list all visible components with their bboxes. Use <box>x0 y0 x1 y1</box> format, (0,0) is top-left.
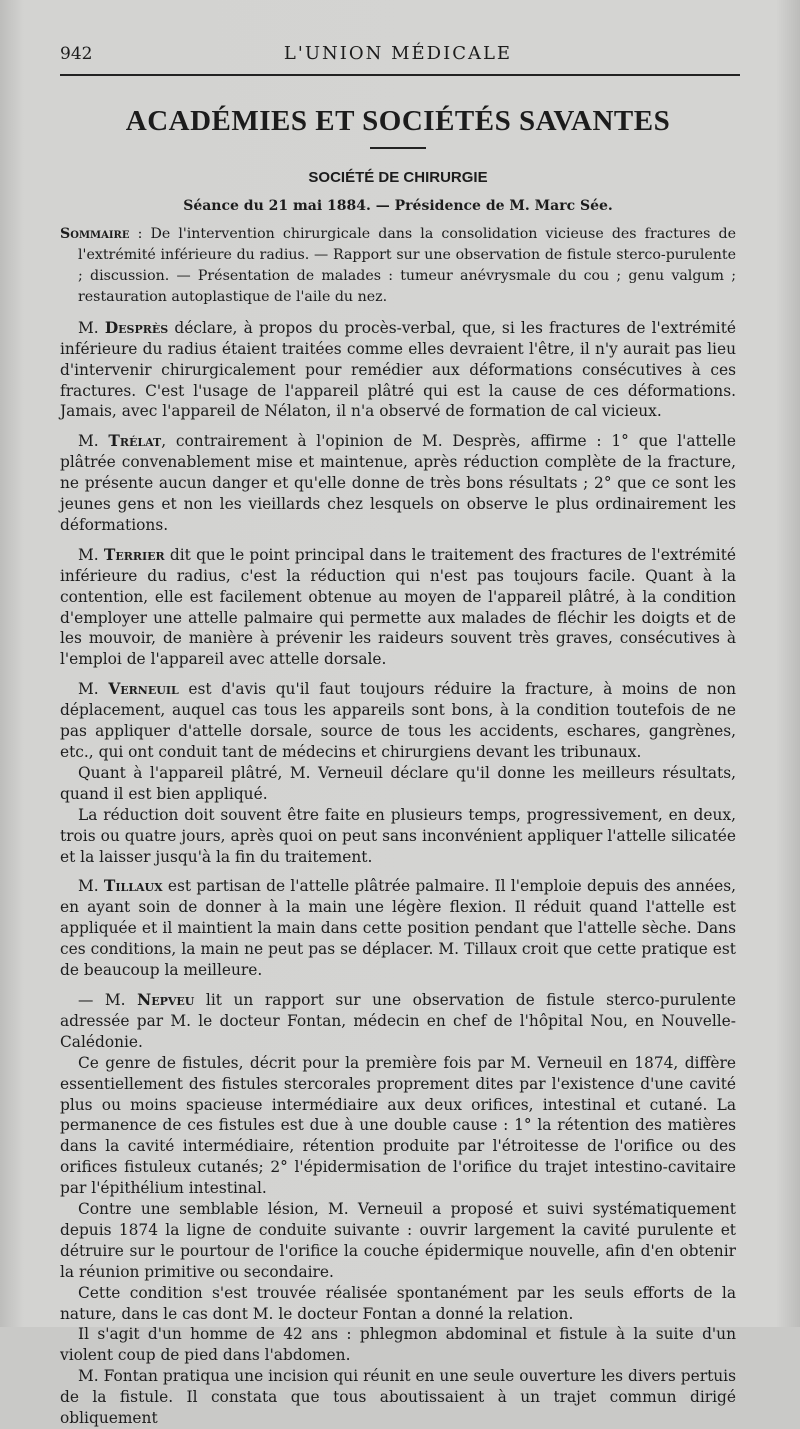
paragraph-text: dit que le point principal dans le traitement des fractures de l'extrémité inférieure du radius, c'est la réduction qui n'est pas toujours facile. Quant à la contention, elle est facilement obtenue au moyen de l'appareil plâtré, à la condition d'employer une attelle palmaire qui permette aux malades de fléchir les doigts et de les mouvoir, de manière à prévenir les raideurs souvent très graves, consécutives à l'emploi de l'appareil avec attelle dorsale. <box>60 545 736 669</box>
paragraph-text: Cette condition s'est trouvée réalisée spontanément par les seuls efforts de la nature, dans le cas dont M. le docteur Fontan a donné la relation. <box>60 1283 736 1323</box>
title-rule <box>370 147 426 149</box>
paragraph-prefix: M. <box>78 545 104 564</box>
society-heading: SOCIÉTÉ DE CHIRURGIE <box>308 168 488 186</box>
header-rule <box>60 74 740 76</box>
speaker-name: Terrier <box>103 545 165 564</box>
summary-text: : De l'intervention chirurgicale dans la consolidation vicieuse des fractures de l'extrémité inférieure du radius. — Rapport sur une observation de fistule sterco-purulente ; discussion. — Présentation de malades : tumeur anévrysmale du cou ; genu valgum ; restauration autoplastique de l'aile du nez. <box>78 225 736 305</box>
session-line: Séance du 21 mai 1884. — Présidence de M. Marc Sée. <box>183 197 613 214</box>
paragraph-prefix: M. <box>78 432 109 451</box>
paragraph-text: Ce genre de fistules, décrit pour la première fois par M. Verneuil en 1874, diffère essentiellement des fistules stercorales proprement dites par l'existence d'une cavité plus ou moins spacieuse intermédiaire aux deux orifices, intestinal et cutané. La permanence de ces fistules est due à une double cause : 1° la rétention des matières dans la cavité intermédiaire, rétention produite par l'étroitesse de l'orifice ou des orifices fistuleux cutanés; 2° l'épidermisation de l'orifice du trajet intestino-cavitaire par l'épithélium intestinal. <box>60 1053 736 1198</box>
paragraph-prefix: M. <box>78 877 104 896</box>
paragraph-text: M. Fontan pratiqua une incision qui réunit en une seule ouverture les divers pertuis de la fistule. Il constata que tous aboutissaient à un trajet commun dirigé obliquement <box>60 1367 736 1428</box>
paragraph-text: est partisan de l'attelle plâtrée palmaire. Il l'emploie depuis des années, en ayant soin de donner à la main une légère flexion. Il réduit quand l'attelle est appliquée et il maintient la main dans cette position pendant que l'attelle sèche. Dans ces conditions, la main ne peut pas se déplacer. M. Tillaux croit que cette pratique est de beaucoup la meilleure. <box>60 877 736 980</box>
paragraph-text: , contrairement à l'opinion de M. Desprès, affirme : 1° que l'attelle plâtrée convenablement mise et maintenue, après réduction complète de la fracture, ne présente aucun danger et qu'elle donne de très bons résultats ; 2° que ce sont les jeunes gens et non les vieillards chez lesquels on observe le plus ordinairement les déformations. <box>60 432 736 534</box>
paragraph-text: Contre une semblable lésion, M. Verneuil a proposé et suivi systématiquement depuis 1874 la ligne de conduite suivante : ouvrir largement la cavité purulente et détruire sur le pourtour de l'orifice la couche épidermique nouvelle, afin d'en obtenir la réunion primitive ou secondaire. <box>60 1200 736 1281</box>
paragraph <box>60 679 736 763</box>
paragraph-prefix: — M. <box>78 990 138 1009</box>
running-head <box>60 0 736 64</box>
paragraph-text: Quant à l'appareil plâtré, M. Verneuil déclare qu'il donne les meilleurs résultats, quand il est bien appliqué. <box>60 763 736 803</box>
speaker-name: Nepveu <box>137 990 195 1009</box>
summary-lead: Sommaire <box>60 225 130 242</box>
paragraph <box>60 1199 736 1283</box>
speaker-name: Desprès <box>104 318 169 337</box>
paragraph <box>60 431 736 536</box>
paragraph <box>60 318 736 423</box>
paragraph <box>60 1324 736 1366</box>
article-body <box>60 318 736 1429</box>
summary <box>60 224 736 308</box>
paragraph-prefix: M. <box>78 680 109 699</box>
speaker-name: Tillaux <box>103 877 163 896</box>
paragraph <box>60 990 736 1053</box>
paragraph <box>60 805 736 868</box>
paragraph <box>60 1283 736 1325</box>
page-number: 942 <box>60 44 93 64</box>
paragraph <box>60 763 736 805</box>
paragraph-text: est d'avis qu'il faut toujours réduire la fracture, à moins de non déplacement, auquel cas tous les appareils sont bons, à la condition toutefois de ne pas appliquer d'attelle dorsale, source de tous les accidents, eschares, gangrènes, etc., qui ont conduit tant de médecins et chirurgiens devant les tribunaux. <box>60 680 736 762</box>
section-title: ACADÉMIES ET SOCIÉTÉS SAVANTES <box>125 105 671 137</box>
speaker-name: Trélat <box>108 432 162 451</box>
paragraph-text: Il s'agit d'un homme de 42 ans : phlegmon abdominal et fistule à la suite d'un violent coup de pied dans l'abdomen. <box>60 1325 736 1365</box>
paragraph-text: lit un rapport sur une observation de fistule sterco-purulente adressée par M. le docteur Fontan, médecin en chef de l'hôpital Nou, en Nouvelle-Calédonie. <box>60 990 737 1051</box>
speaker-name: Verneuil <box>108 680 179 699</box>
paragraph-prefix: M. <box>78 318 105 337</box>
paragraph <box>60 1366 736 1429</box>
paragraph-text: déclare, à propos du procès-verbal, que, si les fractures de l'extrémité inférieure du radius étaient traitées comme elles devraient l'être, il n'y aurait pas lieu d'intervenir chirurgicalement pour remédier aux déformations consécutives à ces fractures. C'est l'usage de l'appareil plâtré qui est la cause de ces déformations. Jamais, avec l'appareil de Nélaton, il n'a observé de formation de cal vicieux. <box>60 318 736 421</box>
paragraph <box>60 876 736 981</box>
paragraph <box>60 1053 736 1199</box>
paragraph-text: La réduction doit souvent être faite en plusieurs temps, progressivement, en deux, trois ou quatre jours, après quoi on peut sans inconvénient appliquer l'attelle silicatée et la laisser jusqu'à la fin du traitement. <box>60 805 736 866</box>
running-title: L'UNION MÉDICALE <box>283 43 513 64</box>
paragraph <box>60 545 736 670</box>
